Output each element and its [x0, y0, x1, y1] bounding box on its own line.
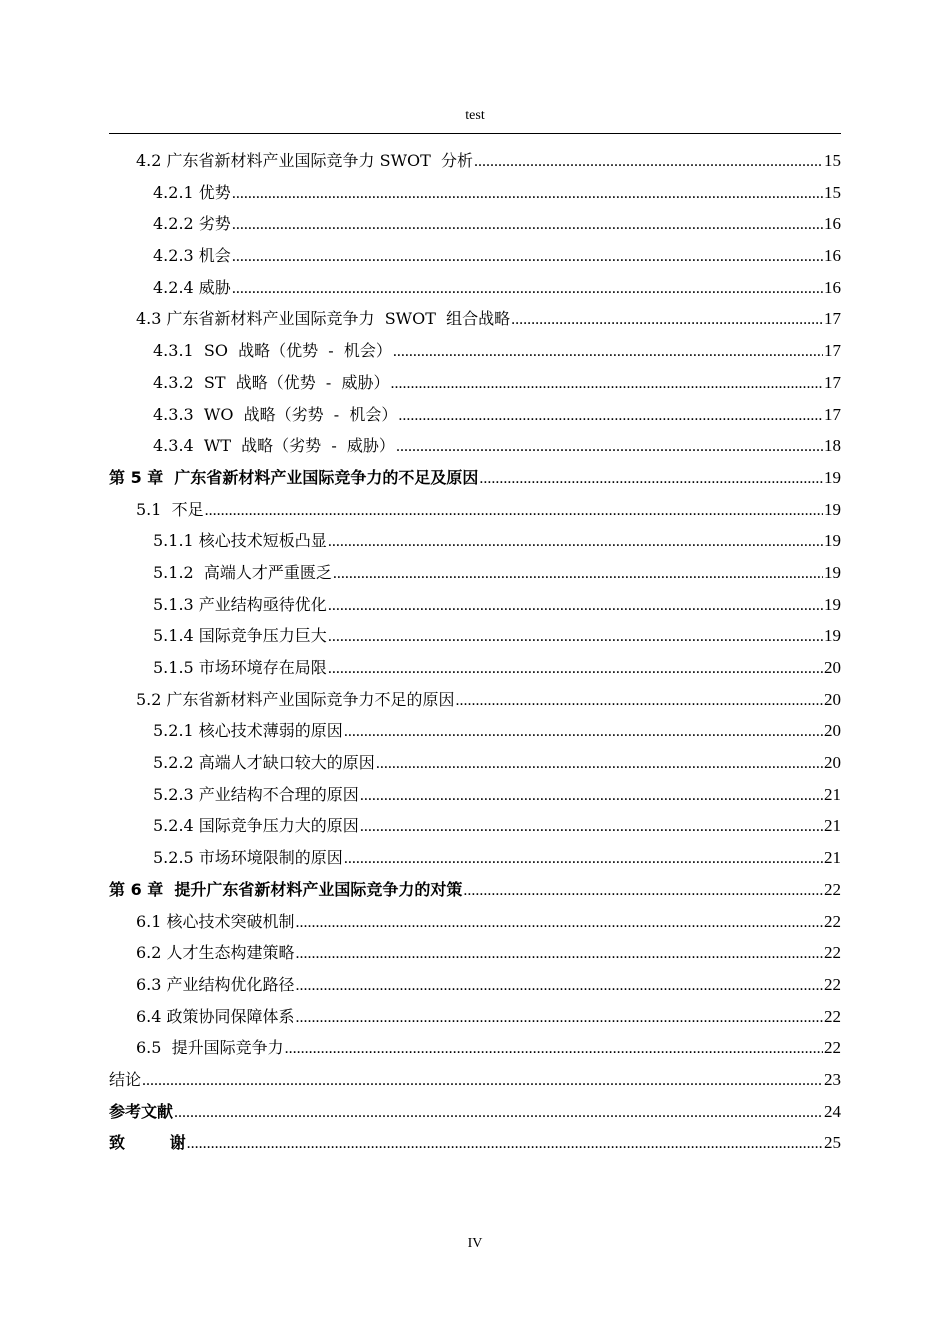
- toc-leader-dots: [463, 875, 823, 907]
- toc-leader-dots: [296, 1002, 823, 1034]
- toc-entry[interactable]: [109, 1127, 841, 1159]
- toc-leader-dots: [390, 368, 823, 400]
- toc-entry-title: 5.2.2 高端人才缺口较大的原因: [153, 753, 375, 773]
- toc-entry-page: 21: [824, 848, 841, 868]
- toc-entry-title: 5.2.4 国际竞争压力大的原因: [153, 816, 359, 836]
- toc-entry[interactable]: [109, 715, 841, 747]
- toc-leader-dots: [142, 1065, 823, 1097]
- toc-entry-page: 22: [824, 879, 841, 899]
- toc-entry[interactable]: [109, 937, 841, 969]
- toc-entry-page: 17: [824, 372, 841, 392]
- toc-entry-page: 17: [824, 341, 841, 361]
- toc-entry-title: 5.1.4 国际竞争压力巨大: [153, 626, 327, 646]
- toc-entry-page: 23: [824, 1069, 841, 1089]
- toc-entry[interactable]: [109, 906, 841, 938]
- toc-entry-page: 22: [824, 911, 841, 931]
- toc-entry-title: 6.1 核心技术突破机制: [136, 911, 295, 931]
- toc-entry[interactable]: [109, 525, 841, 557]
- toc-leader-dots: [328, 653, 823, 685]
- toc-leader-dots: [396, 431, 823, 463]
- toc-entry[interactable]: [109, 684, 841, 716]
- toc-entry[interactable]: [109, 1001, 841, 1033]
- toc-entry-page: 19: [824, 626, 841, 646]
- toc-entry[interactable]: [109, 240, 841, 272]
- toc-entry[interactable]: [109, 969, 841, 1001]
- toc-entry-page: 16: [824, 277, 841, 297]
- toc-entry[interactable]: [109, 367, 841, 399]
- toc-entry-title: 第 6 章 提升广东省新材料产业国际竞争力的对策: [109, 879, 463, 899]
- toc-entry-title: 4.2.4 威胁: [153, 277, 231, 297]
- toc-entry-title: 5.2.3 产业结构不合理的原因: [153, 784, 359, 804]
- toc-entry-page: 21: [824, 816, 841, 836]
- toc-entry-title: 5.1 不足: [136, 499, 204, 519]
- toc-leader-dots: [479, 463, 823, 495]
- toc-entry[interactable]: [109, 557, 841, 589]
- toc-entry-page: 19: [824, 499, 841, 519]
- toc-entry[interactable]: [109, 303, 841, 335]
- toc-leader-dots: [232, 178, 823, 210]
- toc-entry-page: 20: [824, 689, 841, 709]
- toc-entry-title: 5.1.5 市场环境存在局限: [153, 658, 327, 677]
- toc-leader-dots: [344, 716, 823, 748]
- toc-entry-page: 15: [824, 151, 841, 170]
- toc-entry[interactable]: [109, 177, 841, 209]
- toc-entry-page: 22: [824, 1006, 841, 1026]
- toc-entry-page: 17: [824, 309, 841, 329]
- toc-entry-page: 22: [824, 974, 841, 994]
- toc-entry-title: 4.2 广东省新材料产业国际竞争力 SWOT 分析: [136, 151, 473, 170]
- toc-leader-dots: [296, 938, 823, 970]
- toc-entry-title: 4.2.1 优势: [153, 182, 231, 202]
- toc-entry-title: 4.3.2 ST 战略（优势 - 威胁）: [153, 372, 390, 392]
- toc-entry-title: 第 5 章 广东省新材料产业国际竞争力的不足及原因: [109, 467, 479, 487]
- toc-entry-title: 5.1.2 高端人才严重匮乏: [153, 562, 332, 582]
- toc-entry-page: 15: [824, 182, 841, 202]
- page-number: IV: [467, 1236, 483, 1251]
- toc-entry-page: 16: [824, 214, 841, 234]
- toc-entry[interactable]: [109, 779, 841, 811]
- toc-entry-page: 25: [824, 1133, 841, 1153]
- toc-leader-dots: [360, 811, 823, 843]
- toc-entry-title: 6.4 政策协同保障体系: [136, 1006, 295, 1026]
- toc-entry-title: 6.3 产业结构优化路径: [136, 974, 295, 994]
- toc-leader-dots: [344, 843, 823, 875]
- toc-entry[interactable]: [109, 494, 841, 526]
- toc-entry-page: 16: [824, 246, 841, 266]
- toc-leader-dots: [328, 590, 823, 622]
- toc-leader-dots: [474, 146, 823, 178]
- table-of-contents: [109, 145, 841, 1159]
- page-header: test: [465, 108, 485, 123]
- toc-entry-title: 6.5 提升国际竞争力: [136, 1038, 284, 1058]
- toc-entry-page: 17: [824, 404, 841, 424]
- toc-leader-dots: [296, 907, 823, 939]
- toc-entry-title: 6.2 人才生态构建策略: [136, 943, 295, 963]
- toc-entry-page: 22: [824, 1038, 841, 1058]
- toc-entry-page: 19: [824, 531, 841, 551]
- toc-entry-title: 5.2.5 市场环境限制的原因: [153, 848, 343, 868]
- toc-leader-dots: [398, 400, 823, 432]
- toc-entry-page: 19: [824, 467, 841, 487]
- toc-entry[interactable]: [109, 335, 841, 367]
- toc-entry[interactable]: [109, 430, 841, 462]
- toc-leader-dots: [174, 1097, 823, 1129]
- toc-entry[interactable]: [109, 589, 841, 621]
- toc-entry[interactable]: [109, 462, 841, 494]
- toc-entry-page: 21: [824, 784, 841, 804]
- toc-entry[interactable]: [109, 874, 841, 906]
- toc-leader-dots: [328, 526, 823, 558]
- toc-entry-title: 4.3 广东省新材料产业国际竞争力 SWOT 组合战略: [136, 309, 511, 329]
- toc-leader-dots: [296, 970, 823, 1002]
- toc-entry[interactable]: [109, 1032, 841, 1064]
- header-rule: [109, 133, 841, 134]
- toc-entry-page: 19: [824, 594, 841, 614]
- toc-entry-title: 4.3.3 WO 战略（劣势 - 机会）: [153, 404, 398, 424]
- toc-leader-dots: [456, 685, 823, 717]
- toc-entry-title: 5.1.3 产业结构亟待优化: [153, 594, 327, 614]
- toc-entry-title: 致 谢: [109, 1133, 186, 1153]
- toc-entry[interactable]: [109, 1096, 841, 1128]
- toc-leader-dots: [232, 209, 823, 241]
- toc-entry-page: 22: [824, 943, 841, 963]
- toc-leader-dots: [328, 621, 823, 653]
- toc-entry-title: 5.2.1 核心技术薄弱的原因: [153, 721, 343, 741]
- toc-entry[interactable]: [109, 842, 841, 874]
- toc-leader-dots: [285, 1033, 823, 1065]
- toc-entry[interactable]: [109, 652, 841, 684]
- toc-entry-page: 18: [824, 436, 841, 456]
- toc-entry-page: 20: [824, 721, 841, 741]
- toc-leader-dots: [511, 304, 823, 336]
- toc-entry-title: 参考文献: [109, 1101, 174, 1121]
- toc-entry-page: 24: [824, 1101, 841, 1121]
- toc-leader-dots: [333, 558, 823, 590]
- toc-entry-title: 5.2 广东省新材料产业国际竞争力不足的原因: [136, 689, 455, 709]
- toc-entry[interactable]: [109, 810, 841, 842]
- toc-entry-title: 4.2.3 机会: [153, 246, 231, 266]
- toc-entry[interactable]: [109, 208, 841, 240]
- toc-leader-dots: [205, 495, 823, 527]
- toc-leader-dots: [187, 1128, 823, 1160]
- toc-entry[interactable]: [109, 145, 841, 177]
- toc-leader-dots: [232, 241, 823, 273]
- toc-leader-dots: [376, 748, 823, 780]
- toc-entry[interactable]: [109, 1064, 841, 1096]
- toc-entry-title: 4.2.2 劣势: [153, 214, 231, 234]
- toc-leader-dots: [360, 780, 823, 812]
- toc-entry-title: 4.3.1 SO 战略（优势 - 机会）: [153, 341, 392, 361]
- toc-entry-page: 20: [824, 658, 841, 677]
- toc-entry-title: 4.3.4 WT 战略（劣势 - 威胁）: [153, 436, 395, 456]
- toc-entry-title: 5.1.1 核心技术短板凸显: [153, 531, 327, 551]
- toc-leader-dots: [393, 336, 823, 368]
- toc-entry[interactable]: [109, 399, 841, 431]
- toc-entry[interactable]: [109, 747, 841, 779]
- toc-entry[interactable]: [109, 620, 841, 652]
- toc-entry[interactable]: [109, 272, 841, 304]
- toc-leader-dots: [232, 273, 823, 305]
- toc-entry-page: 19: [824, 562, 841, 582]
- toc-entry-page: 20: [824, 753, 841, 773]
- toc-entry-title: 结论: [109, 1069, 142, 1089]
